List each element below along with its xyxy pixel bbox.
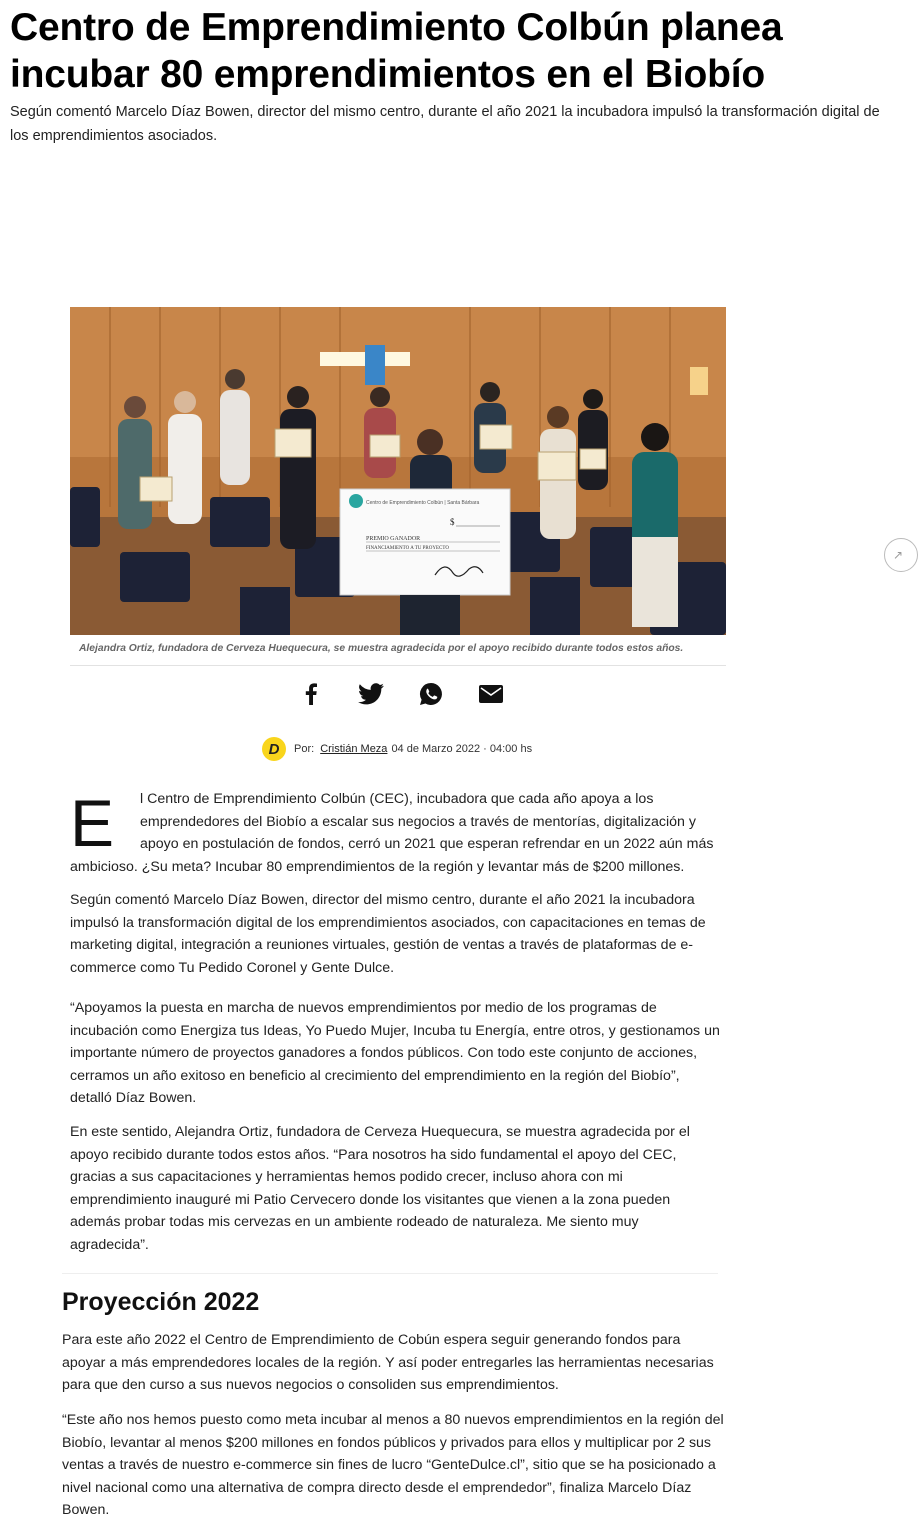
side-toggle-button[interactable]: [884, 538, 918, 572]
cheque-logo-text: Centro de Emprendimiento Colbún | Santa Bárbara: [366, 500, 480, 506]
paragraph-6: “Este año nos hemos puesto como meta incubar al menos a 80 nuevos emprendimientos en la región del Biobío, levantar al menos $200 millones en fondos públicos y privados para ellos y multiplicar por 2 sus ventas a través de nuestro e-commerce sin fines de lucro “GenteDulce.cl”, sitio que se ha posicionado a nivel nacional como una alternativa de compra directo desde el emprendedor”, finaliza Marcelo Díaz Bowen.: [62, 1412, 724, 1518]
paragraph-1-line-2: emprendedores del Biobío a escalar sus negocios a través de mentorías, digitalización y: [140, 813, 696, 830]
paragraph-3: “Apoyamos la puesta en marcha de nuevos emprendimientos por medio de los programas de incubación como Energiza tus Ideas, Yo Puedo Mujer, Incuba tu Energía, entre otros, y gestionamos un importante número de proyectos ganadores a fondos públicos. Con todo este conjunto de acciones, cerramos un año exitoso en beneficio al crecimiento del emprendimiento en la región del Biobío”, detalló Díaz Bowen.: [70, 1000, 720, 1106]
author-link[interactable]: Cristián Meza: [320, 743, 388, 755]
cheque-currency: $: [450, 517, 455, 527]
share-bar: [296, 679, 506, 709]
paragraph-1: [70, 788, 720, 878]
email-icon[interactable]: [476, 679, 506, 709]
author-avatar: D: [262, 737, 286, 761]
paragraph-1-line-4: ambicioso. ¿Su meta? Incubar 80 emprendimientos de la región y levantar más de $200 millones.: [70, 858, 685, 875]
twitter-icon[interactable]: [356, 679, 386, 709]
caption-divider: [70, 665, 726, 666]
whatsapp-icon[interactable]: [416, 679, 446, 709]
paragraph-1-line-1: l Centro de Emprendimiento Colbún (CEC), incubadora que cada año apoya a los: [140, 791, 654, 807]
article-headline: Centro de Emprendimiento Colbún planea incubar 80 emprendimientos en el Biobío: [10, 6, 783, 96]
cheque-line-2: FINANCIAMIENTO A TU PROYECTO: [366, 546, 449, 551]
paragraph-1-line-3: apoyo en postulación de fondos, cerró un 2021 que esperan refrendar en un 2022 aún más: [140, 836, 714, 852]
photo-caption: Alejandra Ortiz, fundadora de Cerveza Huequecura, se muestra agradecida por el apoyo recibido durante todos estos años.: [79, 643, 684, 654]
drop-cap: E: [70, 786, 115, 860]
section-heading: Proyección 2022: [62, 1288, 260, 1316]
cheque-line-1: PREMIO GANADOR: [366, 536, 421, 542]
byline: [262, 737, 532, 761]
article-photo: [70, 307, 726, 635]
paragraph-5: Para este año 2022 el Centro de Emprendimiento de Cobún espera seguir generando fondos para apoyar a más emprendedores locales de la región. Y así poder entregarles las herramientas necesarias para que den curso a sus nuevos negocios o consoliden sus emprendimientos.: [62, 1332, 714, 1393]
paragraph-2: Según comentó Marcelo Díaz Bowen, director del mismo centro, durante el año 2021 la incubadora impulsó la transformación digital de los emprendimientos asociados, con capacitaciones en temas de marketing digital, integración a reuniones virtuales, gestión de ventas a través de plataformas de e-commerce como Tu Pedido Coronel y Gente Dulce.: [70, 892, 706, 976]
paragraph-4: En este sentido, Alejandra Ortiz, fundadora de Cerveza Huequecura, se muestra agradecida por el apoyo recibido durante todos estos años. “Para nosotros ha sido fundamental el apoyo del CEC, gracias a sus capacitaciones y herramientas hemos podido crecer, incluso ahora con mi emprendimiento inauguré mi Patio Cervecero donde los visitantes que vienen a la zona pueden además probar todas mis cervezas en un ambiente rodeado de naturaleza. Me siento muy agradecida”.: [70, 1124, 690, 1253]
publish-date: 04 de Marzo 2022 · 04:00 hs: [391, 743, 533, 755]
byline-label: Por:: [294, 743, 315, 755]
side-arrow-icon: ↗: [893, 548, 904, 562]
facebook-icon[interactable]: [296, 679, 326, 709]
article-subtitle: Según comentó Marcelo Díaz Bowen, director del mismo centro, durante el año 2021 la incubadora impulsó la transformación digital de los emprendimientos asociados.: [10, 104, 880, 144]
section-divider: [62, 1273, 718, 1274]
